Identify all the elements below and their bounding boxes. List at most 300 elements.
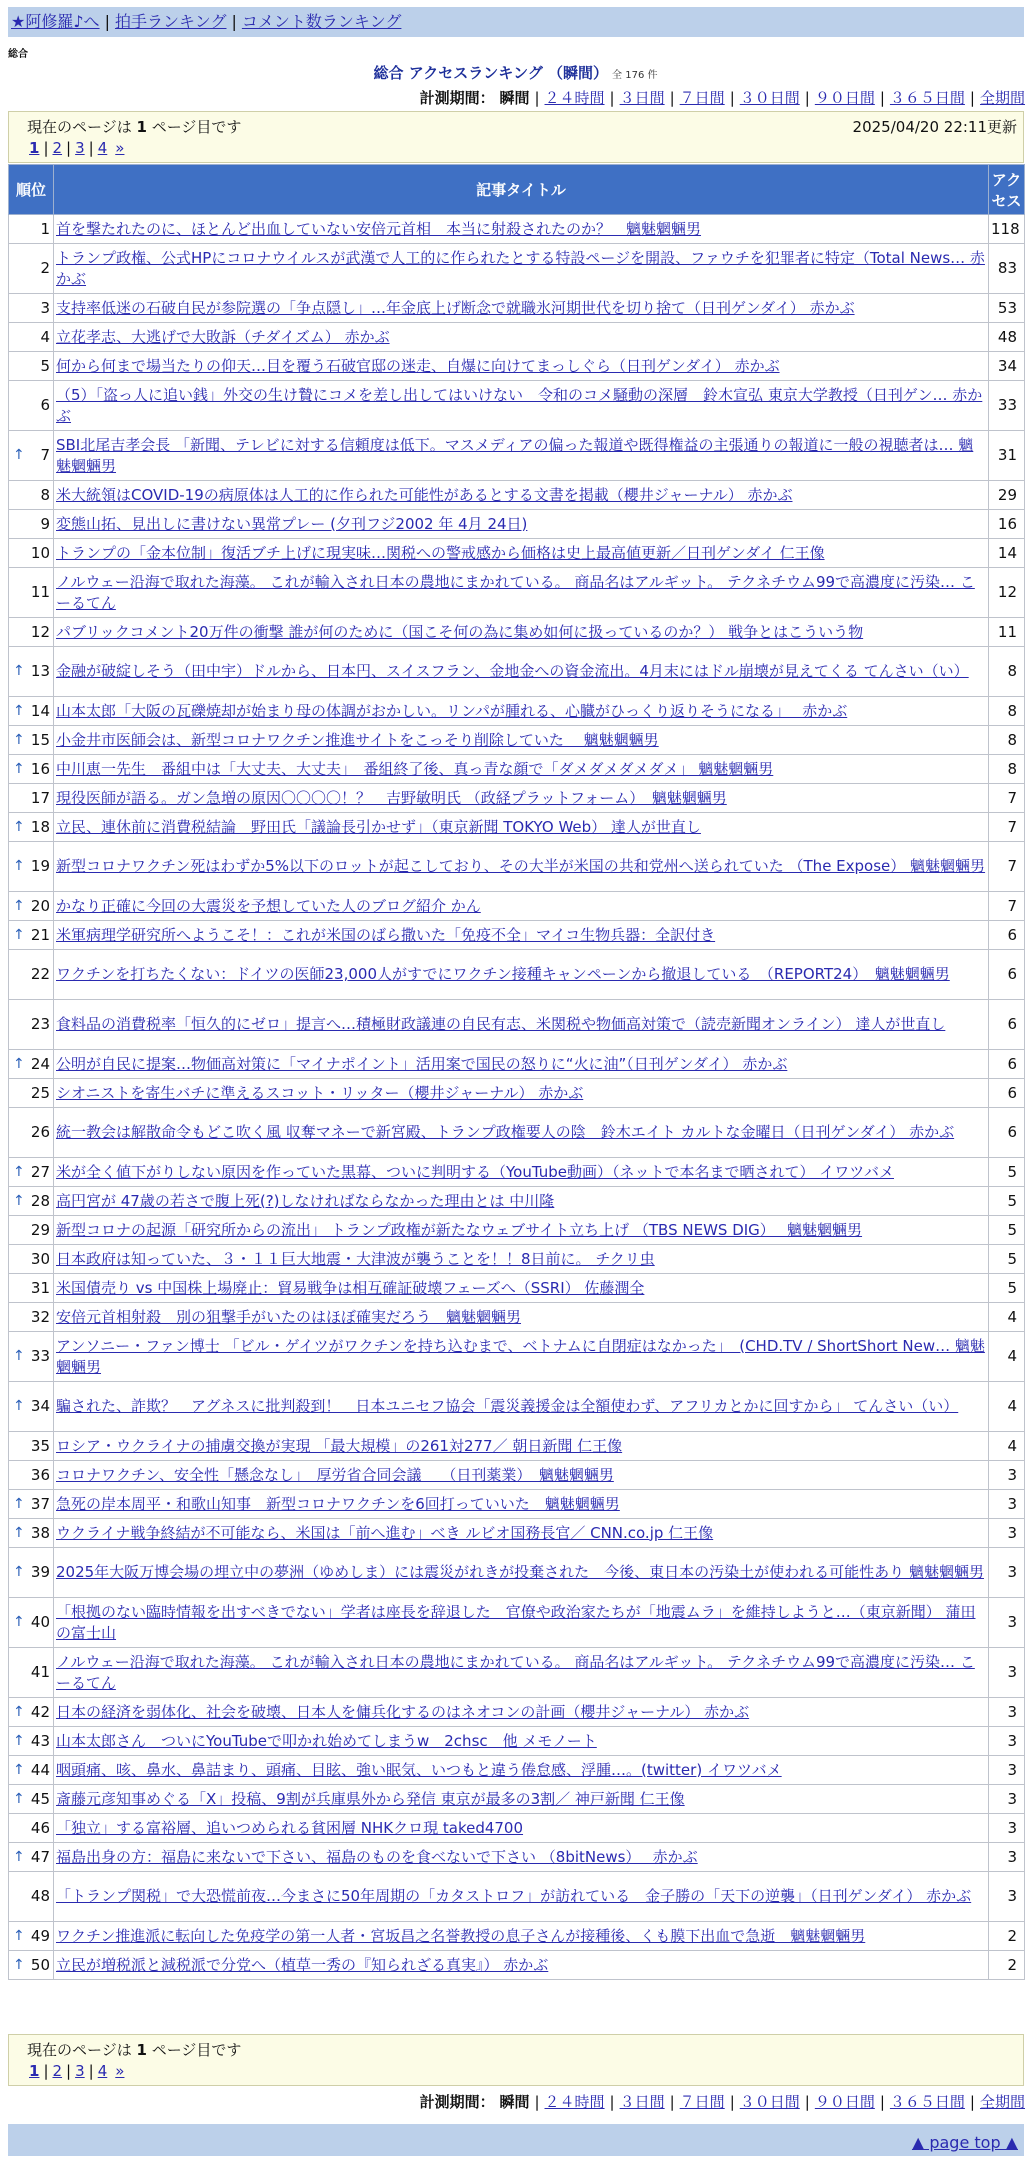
page-1-link[interactable]: 1 (29, 139, 40, 157)
rank-cell (9, 1432, 54, 1461)
article-title-link[interactable]: 何から何まで場当たりの仰天…目を覆う石破官邸の迷走、自爆に向けてまっしぐら（日刊ゲンダイ） 赤かぶ (56, 356, 780, 375)
rank-number: 4 (40, 327, 50, 346)
access-count: 14 (989, 539, 1025, 568)
up-arrow-icon: ↑ (13, 926, 25, 943)
table-row (9, 481, 1025, 510)
title-cell (54, 892, 989, 921)
back-to-asyura-link[interactable]: ★阿修羅♪へ (11, 12, 100, 31)
title-cell (54, 1432, 989, 1461)
title-cell (54, 1382, 989, 1432)
table-row (9, 352, 1025, 381)
up-arrow-icon: ↑ (13, 1761, 25, 1778)
article-title-link[interactable]: 安倍元首相射殺 別の狙撃手がいたのはほぼ確実だろう 魑魅魍魎男 (56, 1307, 522, 1326)
up-arrow-icon: ↑ (13, 702, 25, 719)
table-row (9, 813, 1025, 842)
table-row (9, 539, 1025, 568)
period-label: 計測期間： (419, 2093, 495, 2111)
article-title-link[interactable]: SBI北尾吉孝会長 「新聞、テレビに対する信頼度は低下。マスメディアの偏った報道や既得権益の主張通りの報道に一般の視聴者は… 魑魅魍魎男 (56, 435, 974, 475)
rank-number: 27 (30, 1162, 50, 1181)
article-title-link[interactable]: トランプ政権、公式HPにコロナウイルスが武漢で人工的に作られたとする特設ページを開設、ファウチを犯罪者に特定（Total News… 赤かぶ (56, 248, 985, 288)
table-row (9, 1598, 1025, 1648)
rank-number: 2 (40, 259, 50, 277)
period-90d-link[interactable]: ９０日間 (814, 2093, 875, 2111)
rank-cell (9, 244, 54, 294)
rank-number: 31 (30, 1278, 50, 1297)
up-arrow-icon: ↑ (13, 760, 25, 777)
table-row (9, 1698, 1025, 1727)
access-count: 3 (989, 1648, 1025, 1698)
table-row (9, 1648, 1025, 1698)
access-count: 3 (989, 1843, 1025, 1872)
table-row (9, 568, 1025, 618)
up-arrow-icon: ↑ (13, 1614, 25, 1630)
table-row (9, 618, 1025, 647)
article-title-link[interactable]: 福島出身の方：福島に来ないで下さい、福島のものを食べないで下さい （8bitNews） 赤かぶ (56, 1847, 698, 1866)
rank-cell (9, 618, 54, 647)
table-row (9, 244, 1025, 294)
article-title-link[interactable]: シオニストを寄生バチに準えるスコット・リッター（櫻井ジャーナル） 赤かぶ (56, 1083, 584, 1102)
article-title-link[interactable]: 統一教会は解散命令もどこ吹く風 収奪マネーで新宮殿、トランプ政権要人の陰 鈴木エイト カルトな金曜日（日刊ゲンダイ） 赤かぶ (56, 1123, 955, 1141)
table-row (9, 1187, 1025, 1216)
access-count: 3 (989, 1698, 1025, 1727)
rank-cell (9, 647, 54, 697)
table-row (9, 1727, 1025, 1756)
period-365d-link[interactable]: ３６５日間 (889, 89, 965, 107)
title-cell (54, 1756, 989, 1785)
page-4-link[interactable]: 4 (97, 139, 108, 157)
page-3-link[interactable]: 3 (75, 2062, 85, 2080)
title-cell (54, 842, 989, 892)
access-count: 3 (989, 1872, 1025, 1922)
article-title-link[interactable]: 米大統領はCOVID-19の病原体は人工的に作られた可能性があるとする文書を掲載（櫻井ジャーナル） 赤かぶ (56, 485, 793, 504)
rank-number: 13 (30, 662, 50, 680)
next-page-link[interactable]: » (115, 139, 125, 157)
article-title-link[interactable]: 斎藤元彦知事めぐる「X」投稿、9割が兵庫県外から発信 東京が最多の3割／ 神戸新聞 仁王像 (56, 1789, 685, 1808)
table-row (9, 1216, 1025, 1245)
rank-cell (9, 381, 54, 431)
article-title-link[interactable]: かなり正確に今回の大震災を予想していた人のブログ紹介 かん (56, 896, 481, 915)
up-arrow-icon: ↑ (13, 447, 25, 463)
period-30d-link[interactable]: ３０日間 (739, 2093, 800, 2111)
period-7d-link[interactable]: ７日間 (679, 2093, 725, 2111)
title-cell (54, 1785, 989, 1814)
article-title-link[interactable]: パブリックコメント20万件の衝撃 誰が何のために（国こそ何の為に集め如何に扱っているのか？） 戦争とはこういう物 (56, 622, 864, 641)
article-title-link[interactable]: 新型コロナの起源「研究所からの流出」 トランプ政権が新たなウェブサイト立ち上げ （TBS NEWS DIG） 魑魅魍魎男 (56, 1220, 863, 1239)
rank-cell (9, 1490, 54, 1519)
title-cell (54, 813, 989, 842)
access-count: 8 (989, 647, 1025, 697)
title-cell (54, 1727, 989, 1756)
ranking-table-body (9, 215, 1025, 1980)
access-count: 3 (989, 1814, 1025, 1843)
article-title-link[interactable]: 高円宮が 47歳の若さで腹上死(?)しなければならなかった理由とは 中川隆 (56, 1191, 555, 1210)
article-title-link[interactable]: 日本政府は知っていた、３・１１巨大地震・大津波が襲うことを！！8日前に。 チクリ虫 (56, 1249, 655, 1268)
access-count: 12 (989, 568, 1025, 618)
table-row (9, 1490, 1025, 1519)
title-cell (54, 618, 989, 647)
table-row (9, 647, 1025, 697)
title-cell (54, 1461, 989, 1490)
rank-number: 30 (30, 1249, 50, 1268)
rank-cell (9, 1519, 54, 1548)
rank-cell (9, 784, 54, 813)
article-title-link[interactable]: 「根拠のない臨時情報を出すべきでない」学者は座長を辞退した 官僚や政治家たちが「地震ムラ」を維持しようと…（東京新聞） 蒲田の富士山 (56, 1602, 976, 1642)
table-row (9, 294, 1025, 323)
article-title-link[interactable]: 日本の経済を弱体化、社会を破壊、日本人を傭兵化するのはネオコンの計画（櫻井ジャーナル） 赤かぶ (56, 1702, 750, 1721)
access-count: 53 (989, 294, 1025, 323)
rank-number: 11 (30, 583, 50, 601)
period-3d-link[interactable]: ３日間 (619, 2093, 665, 2111)
rank-number: 43 (30, 1731, 50, 1750)
next-page-link[interactable]: » (115, 2062, 125, 2080)
separator: | (104, 12, 110, 31)
table-row (9, 842, 1025, 892)
up-arrow-icon: ↑ (13, 1055, 25, 1072)
up-arrow-icon: ↑ (13, 897, 25, 914)
table-row (9, 1922, 1025, 1951)
article-title-link[interactable]: 小金井市医師会は、新型コロナワクチン推進サイトをこっそり削除していた 魑魅魍魎男 (56, 730, 659, 749)
rank-number: 9 (40, 514, 50, 533)
period-all-link[interactable]: 全期間 (979, 89, 1025, 107)
rank-cell (9, 510, 54, 539)
article-title-link[interactable]: ウクライナ戦争終結が不可能なら、米国は「前へ進む」べき ルビオ国務長官／ CNN.co.jp 仁王像 (56, 1523, 714, 1542)
access-count: 33 (989, 381, 1025, 431)
table-row (9, 431, 1025, 481)
rank-cell (9, 842, 54, 892)
rank-number: 47 (30, 1847, 50, 1866)
access-count: 4 (989, 1303, 1025, 1332)
rank-number: 3 (40, 298, 50, 317)
article-title-link[interactable]: 「独立」する富裕層、追いつめられる貧困層 NHKクロ現 taked4700 (56, 1818, 524, 1837)
title-cell (54, 1245, 989, 1274)
table-row (9, 921, 1025, 950)
rank-number: 20 (30, 896, 50, 915)
rank-number: 42 (30, 1702, 50, 1721)
period-30d-link[interactable]: ３０日間 (739, 89, 800, 107)
top-nav-bar (8, 7, 1024, 37)
title-cell (54, 1598, 989, 1648)
table-row (9, 1519, 1025, 1548)
up-arrow-icon: ↑ (13, 1790, 25, 1807)
article-title-link[interactable]: ワクチン推進派に転向した免疫学の第一人者・宮坂昌之名誉教授の息子さんが接種後、くも膜下出血で急逝 魑魅魍魎男 (56, 1926, 866, 1945)
table-row (9, 697, 1025, 726)
rank-cell (9, 539, 54, 568)
comment-ranking-link[interactable]: コメント数ランキング (241, 12, 402, 31)
article-title-link[interactable]: 立民、連休前に消費税結論 野田氏「議論長引かせず」（東京新聞 TOKYO Web） 達人が世直し (56, 817, 701, 836)
title-cell (54, 1951, 989, 1980)
rank-number: 36 (30, 1465, 50, 1484)
title-cell (54, 1814, 989, 1843)
period-24h-link[interactable]: ２４時間 (544, 89, 605, 107)
rank-cell (9, 568, 54, 618)
rank-cell (9, 1050, 54, 1079)
title-cell (54, 1158, 989, 1187)
period-current: 瞬間 (499, 89, 530, 107)
title-cell (54, 697, 989, 726)
article-title-link[interactable]: コロナワクチン、安全性「懸念なし」 厚労省合同会議 （日刊薬業） 魑魅魍魎男 (56, 1465, 614, 1484)
up-arrow-icon: ↑ (13, 663, 25, 679)
rank-number: 48 (30, 1887, 50, 1905)
article-title-link[interactable]: 立民が増税派と減税派で分党へ（植草一秀の『知られざる真実』） 赤かぶ (56, 1955, 549, 1974)
up-arrow-icon: ↑ (13, 1398, 25, 1414)
article-title-link[interactable]: （5）「盗っ人に追い銭」外交の生け贄にコメを差し出してはいけない 令和のコメ騒動の深層 鈴木宣弘 東京大学教授（日刊ゲン… 赤かぶ (56, 385, 983, 425)
access-count: 16 (989, 510, 1025, 539)
access-count: 83 (989, 244, 1025, 294)
title-cell (54, 647, 989, 697)
rank-cell (9, 1922, 54, 1951)
rank-cell (9, 1382, 54, 1432)
article-title-link[interactable]: 2025年大阪万博会場の埋立中の夢洲（ゆめしま）には震災がれきが投棄された 今後、東日本の汚染土が使われる可能性あり 魑魅魍魎男 (56, 1563, 984, 1581)
access-count: 6 (989, 1000, 1025, 1050)
rank-number: 10 (30, 543, 50, 562)
title-cell (54, 1698, 989, 1727)
article-title-link[interactable]: ノルウェー沿海で取れた海藻。 これが輸入され日本の農地にまかれている。 商品名はアルギット。 テクネチウム99で高濃度に汚染… こーるてん (56, 1652, 975, 1692)
up-arrow-icon: ↑ (13, 1927, 25, 1944)
title-cell (54, 921, 989, 950)
table-row (9, 1000, 1025, 1050)
access-count: 3 (989, 1461, 1025, 1490)
rank-number: 7 (40, 446, 50, 464)
bottom-bar (8, 2124, 1024, 2156)
period-current: 瞬間 (499, 2093, 530, 2111)
table-row (9, 1079, 1025, 1108)
total-count: 全 176 件 (612, 70, 658, 81)
table-row (9, 784, 1025, 813)
rank-number: 17 (30, 788, 50, 807)
rank-cell (9, 1332, 54, 1382)
access-count: 3 (989, 1519, 1025, 1548)
up-arrow-icon: ↑ (13, 1703, 25, 1720)
table-row (9, 892, 1025, 921)
rank-cell (9, 726, 54, 755)
table-row (9, 726, 1025, 755)
article-title-link[interactable]: 食料品の消費税率「恒久的にゼロ」提言へ…積極財政議連の自民有志、米関税や物価高対策で（読売新聞オンライン） 達人が世直し (56, 1015, 946, 1033)
table-row (9, 215, 1025, 244)
rank-cell (9, 1843, 54, 1872)
page-title (0, 62, 1031, 83)
period-365d-link[interactable]: ３６５日間 (889, 2093, 965, 2111)
up-arrow-icon: ↑ (13, 818, 25, 835)
title-cell (54, 784, 989, 813)
title-cell (54, 1079, 989, 1108)
title-cell (54, 1108, 989, 1158)
access-count: 3 (989, 1756, 1025, 1785)
page-2-link[interactable]: 2 (52, 2062, 63, 2080)
access-count: 7 (989, 892, 1025, 921)
access-count: 6 (989, 1108, 1025, 1158)
up-arrow-icon: ↑ (13, 1564, 25, 1580)
period-all-link[interactable]: 全期間 (979, 2093, 1025, 2111)
title-cell (54, 481, 989, 510)
access-count: 8 (989, 726, 1025, 755)
updated-timestamp: 2025/04/20 22:11更新 (852, 118, 1017, 136)
rank-cell (9, 481, 54, 510)
rank-number: 50 (30, 1955, 50, 1974)
pager-box-bottom (8, 2034, 1024, 2086)
article-title-link[interactable]: トランプの「金本位制」復活ブチ上げに現実味…関税への警戒感から価格は史上最高値更新／日刊ゲンダイ 仁王像 (56, 543, 825, 562)
rank-number: 14 (30, 701, 50, 720)
article-title-link[interactable]: ノルウェー沿海で取れた海藻。 これが輸入され日本の農地にまかれている。 商品名はアルギット。 テクネチウム99で高濃度に汚染… こーるてん (56, 572, 975, 612)
article-title-link[interactable]: 首を撃たれたのに、ほとんど出血していない安倍元首相 本当に射殺されたのか？ 魑魅魍魎男 (56, 219, 702, 238)
separator: | (231, 12, 237, 31)
article-title-link[interactable]: 騙された、詐欺？ アグネスに批判殺到！ 日本ユニセフ協会「震災義援金は全額使わず、アフリカとかに回すから」 てんさい（い） (56, 1397, 959, 1415)
page-1-link[interactable]: 1 (29, 2062, 40, 2080)
article-title-link[interactable]: 「トランプ関税」で大恐慌前夜…今まさに50年周期の「カタストロフ」が訪れている 金子勝の「天下の逆襲」（日刊ゲンダイ） 赤かぶ (56, 1887, 972, 1905)
title-cell (54, 215, 989, 244)
title-cell (54, 1050, 989, 1079)
title-cell (54, 539, 989, 568)
table-row (9, 510, 1025, 539)
rank-cell (9, 1461, 54, 1490)
title-cell (54, 1303, 989, 1332)
article-title-link[interactable]: 米軍病理学研究所へようこそ！：これが米国のばら撒いた「免疫不全」マイコ生物兵器：全訳付き (56, 925, 716, 944)
article-title-link[interactable]: 金融が破綻しそう（田中宇）ドルから、日本円、スイスフラン、金地金への資金流出。4月末にはドル崩壊が見えてくる てんさい（い） (56, 662, 969, 680)
access-count: 2 (989, 1922, 1025, 1951)
table-row (9, 755, 1025, 784)
table-row (9, 1814, 1025, 1843)
rank-number: 28 (30, 1191, 50, 1210)
period-3d-link[interactable]: ３日間 (619, 89, 665, 107)
table-row (9, 1050, 1025, 1079)
rank-number: 32 (30, 1307, 50, 1326)
rank-cell (9, 323, 54, 352)
article-title-link[interactable]: 米国債売り vs 中国株上場廃止：貿易戦争は相互確証破壊フェーズへ（SSRI） 佐藤潤全 (56, 1278, 645, 1297)
access-count: 7 (989, 842, 1025, 892)
article-title-link[interactable]: ロシア・ウクライナの捕虜交換が実現 「最大規模」の261対277／ 朝日新聞 仁王像 (56, 1436, 623, 1455)
rank-number: 25 (30, 1083, 50, 1102)
period-90d-link[interactable]: ９０日間 (814, 89, 875, 107)
rank-number: 46 (30, 1818, 50, 1837)
article-title-link[interactable]: 現役医師が語る。ガン急増の原因〇〇〇〇！？ 吉野敏明氏 （政経プラットフォーム） 魑魅魍魎男 (56, 788, 727, 807)
rank-number: 37 (30, 1494, 50, 1513)
up-arrow-icon: ↑ (13, 1192, 25, 1209)
rank-cell (9, 1548, 54, 1598)
access-count: 5 (989, 1187, 1025, 1216)
article-title-link[interactable]: 山本太郎さん ついにYouTubeで叩かれ始めてしまうw 2chsc 他 メモノート (56, 1731, 597, 1750)
up-arrow-icon: ↑ (13, 1495, 25, 1512)
access-count: 8 (989, 697, 1025, 726)
rank-cell (9, 1598, 54, 1648)
table-row (9, 1274, 1025, 1303)
access-count: 3 (989, 1598, 1025, 1648)
access-count: 3 (989, 1490, 1025, 1519)
access-count: 6 (989, 1050, 1025, 1079)
rank-number: 40 (30, 1613, 50, 1631)
rank-number: 22 (30, 965, 50, 983)
table-row (9, 1951, 1025, 1980)
access-count: 6 (989, 921, 1025, 950)
rank-number: 24 (30, 1054, 50, 1073)
period-selector-top: 計測期間： 瞬間 | ２４時間 | ３日間 | ７日間 | ３０日間 | ９０日間 | ３６５日間 | 全期間 (419, 89, 1025, 107)
access-count: 2 (989, 1951, 1025, 1980)
table-row (9, 1756, 1025, 1785)
table-row (9, 1548, 1025, 1598)
rank-cell (9, 813, 54, 842)
page-2-link[interactable]: 2 (52, 139, 63, 157)
table-header-row (9, 165, 1025, 215)
access-count: 4 (989, 1332, 1025, 1382)
access-header: アクセス (989, 165, 1025, 215)
up-arrow-icon: ↑ (13, 858, 25, 874)
rank-header: 順位 (9, 165, 54, 215)
article-title-link[interactable]: 米が全く値下がりしない原因を作っていた黒幕、ついに判明する（YouTube動画）（ネットで本名まで晒されて） イワツバメ (56, 1162, 894, 1181)
pagination: 1 | 2 | 3 | 4 » (29, 2062, 125, 2080)
table-row (9, 323, 1025, 352)
rank-cell (9, 892, 54, 921)
current-page-text: 現在のページは 1 ページ目です (27, 118, 242, 136)
rank-cell (9, 1727, 54, 1756)
rank-number: 34 (30, 1397, 50, 1415)
access-count: 34 (989, 352, 1025, 381)
table-row (9, 1872, 1025, 1922)
rank-cell (9, 697, 54, 726)
article-title-link[interactable]: 変態山拓、見出しに書けない異常プレー (夕刊フジ2002 年 4月 24日) (56, 514, 528, 533)
access-count: 5 (989, 1216, 1025, 1245)
access-count: 4 (989, 1382, 1025, 1432)
access-count: 8 (989, 755, 1025, 784)
rank-number: 1 (40, 219, 50, 238)
page-3-link[interactable]: 3 (75, 139, 85, 157)
article-title-link[interactable]: 中川恵一先生 番組中は「大丈夫、大丈夫」 番組終了後、真っ青な顔で「ダメダメダメダメ」 魑魅魍魎男 (56, 759, 774, 778)
up-arrow-icon: ↑ (13, 1732, 25, 1749)
title-cell (54, 1872, 989, 1922)
up-arrow-icon: ↑ (13, 1848, 25, 1865)
article-title-link[interactable]: 咽頭痛、咳、鼻水、鼻詰まり、頭痛、目眩、強い眠気、いつもと違う倦怠感、浮腫…。(twitter) イワツバメ (56, 1760, 782, 1779)
title-cell (54, 294, 989, 323)
rank-cell (9, 1648, 54, 1698)
rank-number: 18 (30, 817, 50, 836)
table-row (9, 950, 1025, 1000)
title-header: 記事タイトル (54, 165, 989, 215)
title-cell (54, 950, 989, 1000)
period-label: 計測期間： (419, 89, 495, 107)
table-row (9, 1843, 1025, 1872)
access-count: 6 (989, 950, 1025, 1000)
article-title-link[interactable]: 支持率低迷の石破自民が参院選の「争点隠し」…年金底上げ断念で就職氷河期世代を切り捨て（日刊ゲンダイ） 赤かぶ (56, 298, 855, 317)
table-row (9, 381, 1025, 431)
applause-ranking-link[interactable]: 拍手ランキング (114, 12, 227, 31)
period-24h-link[interactable]: ２４時間 (544, 2093, 605, 2111)
article-title-link[interactable]: 立花孝志、大逃げで大敗訴（チダイズム） 赤かぶ (56, 327, 390, 346)
article-title-link[interactable]: 新型コロナワクチン死はわずか5%以下のロットが起こしており、その大半が米国の共和党州へ送られていた （The Expose） 魑魅魍魎男 (56, 857, 986, 875)
title-cell (54, 1843, 989, 1872)
page-4-link[interactable]: 4 (97, 2062, 108, 2080)
period-7d-link[interactable]: ７日間 (679, 89, 725, 107)
pagination: 1 | 2 | 3 | 4 » (29, 139, 125, 157)
article-title-link[interactable]: ワクチンを打ちたくない：ドイツの医師23,000人がすでにワクチン接種キャンペーンから撤退している （REPORT24） 魑魅魍魎男 (56, 965, 950, 983)
rank-number: 44 (30, 1760, 50, 1779)
access-count: 4 (989, 1432, 1025, 1461)
rank-number: 8 (40, 485, 50, 504)
table-row (9, 1785, 1025, 1814)
article-title-link[interactable]: 公明が自民に提案…物価高対策に「マイナポイント」活用案で国民の怒りに“火に油”（日刊ゲンダイ） 赤かぶ (56, 1054, 788, 1073)
rank-number: 12 (30, 622, 50, 641)
access-count: 29 (989, 481, 1025, 510)
table-row (9, 1382, 1025, 1432)
rank-number: 15 (30, 730, 50, 749)
article-title-link[interactable]: 山本太郎「大阪の瓦礫焼却が始まり母の体調がおかしい。リンパが腫れる、心臓がひっくり返りそうになる」 赤かぶ (56, 701, 848, 720)
article-title-link[interactable]: 急死の岸本周平・和歌山知事 新型コロナワクチンを6回打っていいた 魑魅魍魎男 (56, 1494, 620, 1513)
rank-number: 35 (30, 1436, 50, 1455)
title-cell (54, 510, 989, 539)
rank-cell (9, 352, 54, 381)
pager-box-top (8, 111, 1024, 163)
article-title-link[interactable]: アンソニー・ファン博士 「ビル・ゲイツがワクチンを持ち込むまで、ベトナムに自閉症はなかった」 (CHD.TV / ShortShort New… 魑魅魍魎男 (56, 1336, 985, 1376)
current-page-text: 現在のページは 1 ページ目です (27, 2041, 242, 2059)
table-row (9, 1158, 1025, 1187)
rank-number: 21 (30, 925, 50, 944)
page-top-link[interactable]: ▲ page top ▲ (911, 2133, 1018, 2152)
